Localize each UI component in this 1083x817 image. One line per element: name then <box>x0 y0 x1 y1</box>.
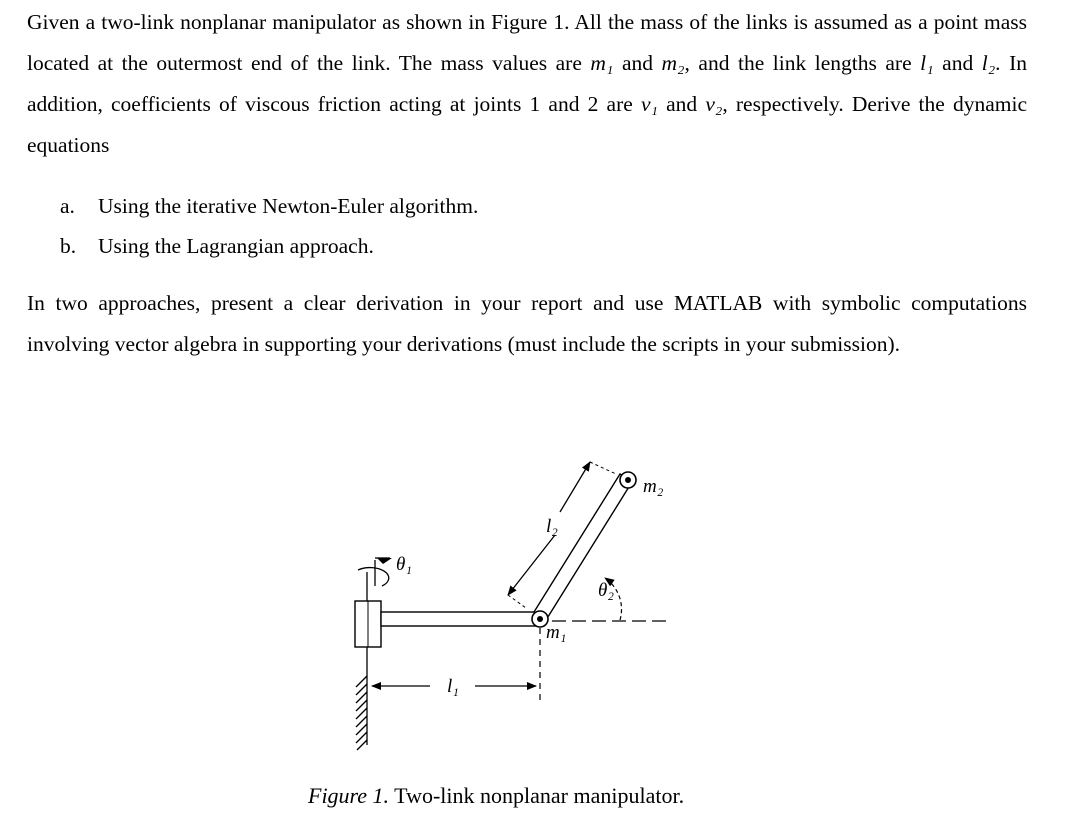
caption-label: Figure 1. <box>308 783 390 808</box>
label-l1: l₁ <box>447 676 459 697</box>
and-text-1: and <box>613 51 662 75</box>
label-theta2: θ₂ <box>598 580 614 601</box>
theta1-arrowhead <box>377 558 392 564</box>
symbol-m2: m₂ <box>661 51 685 75</box>
label-m2: m₂ <box>643 476 664 497</box>
intro-text-3: . In addition, coefficients of viscous friction acting at joints 1 and 2 are <box>27 51 1027 116</box>
and-text-3: and <box>657 92 706 116</box>
link1 <box>381 612 541 626</box>
intro-text-2: , and the link lengths are <box>684 51 921 75</box>
symbol-m1: m₁ <box>590 51 614 75</box>
symbol-l1: l₁ <box>920 51 934 75</box>
list-marker: a. <box>60 194 75 218</box>
ground-hatching <box>356 672 367 750</box>
label-l2: l₂ <box>546 516 558 537</box>
link2 <box>534 474 632 620</box>
l2-dimension-upper <box>560 462 590 512</box>
manipulator-diagram <box>330 440 730 760</box>
task-list <box>60 186 478 266</box>
list-item-text: Using the iterative Newton-Euler algorithm. <box>98 194 479 218</box>
manipulator-figure <box>330 440 730 760</box>
list-marker: b. <box>60 234 77 258</box>
and-text-2: and <box>933 51 982 75</box>
list-item-text: Using the Lagrangian approach. <box>98 234 374 258</box>
list-item <box>60 226 478 266</box>
caption-text: Two-link nonplanar manipulator. <box>389 783 685 808</box>
symbol-v1: v₁ <box>640 92 658 116</box>
label-theta1: θ₁ <box>396 554 412 575</box>
intro-text-4: , respectively. Derive the dynamic equations <box>27 92 1028 157</box>
list-item <box>60 186 478 226</box>
symbol-l2: l₂ <box>981 51 996 75</box>
problem-statement <box>27 2 1027 166</box>
label-m1: m₁ <box>546 622 567 643</box>
theta1-rotation-arrow <box>358 568 389 586</box>
l2-dimension-lower <box>508 535 555 595</box>
instructions-paragraph: In two approaches, present a clear derivation in your report and use MATLAB with symbolic computations involving vector algebra in supporting your derivations (must include the scripts in your submission). <box>27 291 1027 356</box>
figure-caption <box>308 778 684 814</box>
symbol-v2: v₂ <box>705 92 723 116</box>
intro-text-1: Given a two-link nonplanar manipulator as shown in Figure 1. All the mass of the links is assumed as a point mass located at the outermost end of the link. The mass values are <box>27 10 1027 75</box>
